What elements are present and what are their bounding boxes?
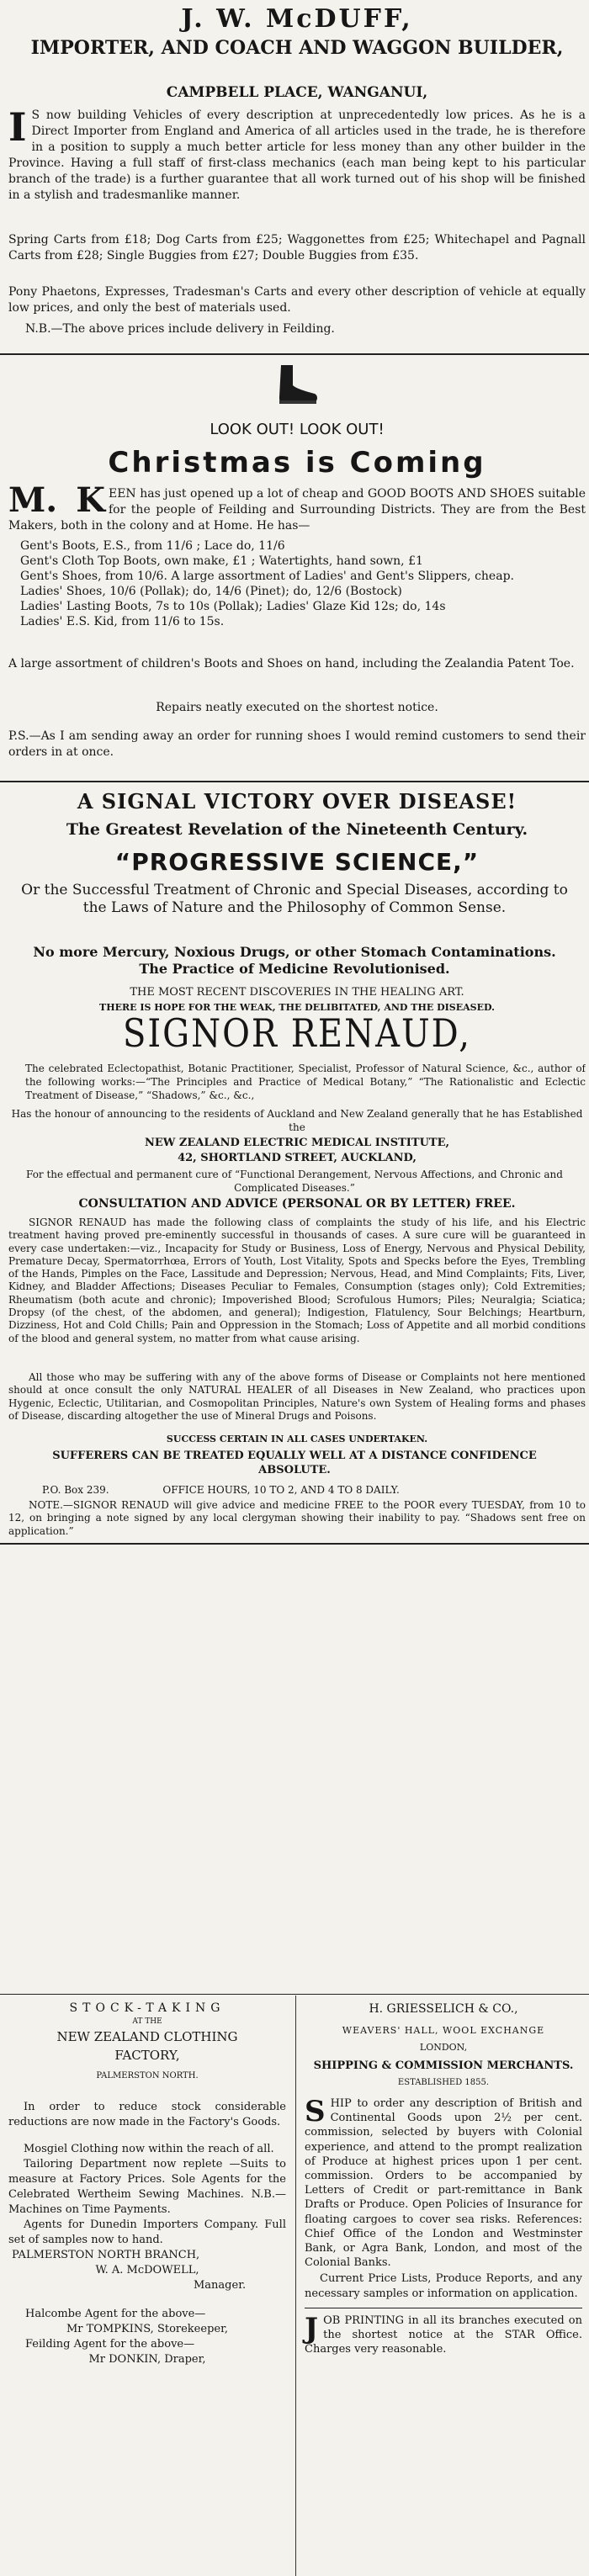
renaud-contact — [8, 1484, 586, 1497]
boots-item: Gent's Cloth Top Boots, own make, £1 ; Watertights, hand sown, £1 — [20, 554, 423, 568]
renaud-consultation: CONSULTATION AND ADVICE (PERSONAL OR BY LETTER) FREE. — [78, 1197, 516, 1211]
renaud-headline: A SIGNAL VICTORY OVER DISEASE! — [77, 789, 517, 814]
renaud-body: SIGNOR RENAUD has made the following class of complaints the study of his life, and his Electric treatment having proved pre-eminently successful in thousands of cases. A sure cure will be guaranteed in every case undertaken:—viz., Incapacity for Study or Business, Loss of Energy, Nervous and Physical Debility, Premature Decay, Spermatorrhœa, Errors of Youth, Lost Vitality, Spots and Specks before the Eyes, Trembling of the Hands, Pimples on the Face, Lassitude and Depression; Nervous, Head, and Mind Complaints; Fits, Liver, Kidney, and Bladder Affections; Diseases Peculiar to Females, Consumption (stages only); Cold Extremities; Rheumatism (both acute and chronic); Impoverished Blood; Scrofulous Humors; Piles; Neuralgia; Sciatica; Dropsy (of the chest, of the abdomen, and general); Indigestion, Flatulency, Sour Belchings; Heartburn, Dizziness, Hot and Cold Chills; Pain and Oppression in the Stomach; Loss of Appetite and all morbid conditions of the blood and general system, no matter from what cause arising. — [8, 1216, 586, 1344]
clothing-ad — [8, 2001, 286, 2367]
renaud-note: NOTE.—SIGNOR RENAUD will give advice and medicine FREE to the POOR every TUESDAY, from 10 to 12, on bringing a note signed by any local clergyman showing their inability to pay. “Shadows sent free on application.” — [8, 1499, 586, 1537]
renaud-no-mercury: No more Mercury, Noxious Drugs, or other Stomach Contaminations. The Practice of Medicine Revolutionised. — [33, 944, 556, 977]
renaud-sub2: Or the Successful Treatment of Chronic and Special Diseases, according to the Laws of Nature and the Philosophy of Common Sense. — [21, 882, 568, 916]
clothing-stock: STOCK-TAKING — [69, 2001, 226, 2015]
boots-intro-text: EEN has just opened up a lot of cheap and GOOD BOOTS AND SHOES suitable for the people of Feilding and Surrounding Districts. They are from the Best Makers, both in the colony and at Home. He has— — [8, 487, 586, 533]
mcduff-prices: Spring Carts from £18; Dog Carts from £25; Waggonettes from £25; Whitechapel and Pagnall Carts from £28; Single Buggies from £27; Double Buggies from £35. — [8, 233, 586, 262]
mcduff-dropcap: I — [8, 108, 27, 150]
clothing-halcombe: Halcombe Agent for the above— — [25, 2308, 206, 2320]
renaud-title: “PROGRESSIVE SCIENCE,” — [114, 848, 480, 876]
boots-items — [20, 538, 586, 629]
renaud-honour: Has the honour of announcing to the residents of Auckland and New Zealand generally that he has Established the — [11, 1108, 583, 1133]
boots-intro — [8, 486, 586, 534]
griesselich-city: LONDON, — [419, 2042, 468, 2053]
griesselich-established: ESTABLISHED 1855. — [397, 2078, 490, 2087]
boots-item: Ladies' Lasting Boots, 7s to 10s (Pollak); Ladies' Glaze Kid 12s; do, 14s — [20, 600, 446, 613]
griesselich-name: H. GRIESSELICH & CO., — [369, 2002, 518, 2016]
griesselich-body-text: HIP to order any description of British and Continental Goods upon 2½ per cent. commission, selected by buyers with Colonial experience, and attend to the prompt realization of Produce at highest prices upon 1 per cent. commission. Orders to be accompanied by Letters of Credit or part-remittance in Bank Drafts or Produce. Open Policies of Insurance for floating cargoes to cover sea risks. References: Chief Office of the London and Westminster Bank, or Agra Bank, London, and most of the Colonial Banks. — [305, 2097, 582, 2270]
mcduff-nb: N.B.—The above prices include delivery in Feilding. — [25, 322, 335, 336]
divider-3 — [0, 1543, 589, 1545]
clothing-donkin: Mr DONKIN, Draper, — [88, 2353, 206, 2366]
clothing-manager-title: Manager. — [194, 2279, 247, 2292]
clothing-mosgiel: Mosgiel Clothing now within the reach of all. — [24, 2143, 274, 2155]
printing-body: OB PRINTING in all its branches executed on the shortest notice at the STAR Office. Charges very reasonable. — [305, 2314, 582, 2356]
renaud-hours: OFFICE HOURS, 10 TO 2, AND 4 TO 8 DAILY. — [162, 1484, 400, 1496]
griesselich-current: Current Price Lists, Produce Reports, and any necessary samples or information on application. — [305, 2272, 582, 2300]
divider-1 — [0, 353, 589, 355]
clothing-branch: PALMERSTON NORTH BRANCH, — [12, 2249, 200, 2261]
renaud-sub1: The Greatest Revelation of the Nineteenth Century. — [66, 820, 528, 839]
renaud-po-box: P.O. Box 239. — [42, 1484, 109, 1496]
boots-repairs: Repairs neatly executed on the shortest notice. — [156, 701, 438, 714]
initial-m: M. — [8, 486, 58, 520]
boots-ps: P.S.—As I am sending away an order for running shoes I would remind customers to send their orders in at once. — [8, 729, 586, 759]
boots-item: Ladies' E.S. Kid, from 11/6 to 15s. — [20, 615, 225, 628]
clothing-feilding: Feilding Agent for the above— — [25, 2338, 195, 2351]
renaud-institute: NEW ZEALAND ELECTRIC MEDICAL INSTITUTE, — [144, 1137, 450, 1149]
mcduff-body — [8, 108, 586, 227]
clothing-place: PALMERSTON NORTH. — [96, 2071, 199, 2080]
griesselich-ad — [305, 2001, 582, 2356]
boots-lookout: LOOK OUT! LOOK OUT! — [210, 421, 385, 438]
clothing-company: NEW ZEALAND CLOTHING FACTORY, — [56, 2029, 238, 2063]
renaud-hope: THERE IS HOPE FOR THE WEAK, THE DELIBITATED, AND THE DISEASED. — [99, 1002, 495, 1013]
mcduff-body-text: S now building Vehicles of every description at unprecedentedly low prices. As he is a Direct Importer from England and America of all articles used in the trade, he is therefore in a position to supply a much better article for less money than any other builder in the Province. Having a full staff of first-class mechanics (each man being kept to his particular branch of the trade) is a further guarantee that all work turned out of his shop will be finished in a stylish and tradesmanlike manner. — [8, 109, 586, 202]
renaud-sufferers: SUFFERERS CAN BE TREATED EQUALLY WELL AT A DISTANCE CONFIDENCE ABSOLUTE. — [52, 1450, 537, 1476]
clothing-tailoring: Tailoring Department now replete —Suits to measure at Factory Prices. Sole Agents for the Celebrated Wertheim Sewing Machines. N.B.— Machines on Time Payments. — [8, 2158, 286, 2216]
clothing-order: In order to reduce stock considerable reductions are now made in the Factory's Goods. — [8, 2101, 286, 2128]
boots-children: A large assortment of children's Boots and Shoes on hand, including the Zealandia Patent Toe. — [8, 657, 575, 671]
renaud-effectual: For the effectual and permanent cure of “Functional Derangement, Nervous Affections, and Chronic and Complicated Diseases.” — [26, 1169, 563, 1194]
divider-4 — [0, 1994, 589, 1995]
griesselich-hall: WEAVERS' HALL, WOOL EXCHANGE — [342, 2025, 545, 2036]
renaud-street: 42, SHORTLAND STREET, AUCKLAND, — [178, 1152, 417, 1164]
divider-2 — [0, 781, 589, 782]
boots-item: Gent's Shoes, from 10/6. A large assortment of Ladies' and Gent's Slippers, cheap. — [20, 570, 514, 583]
renaud-discoveries: THE MOST RECENT DISCOVERIES IN THE HEALING ART. — [130, 986, 464, 999]
boots-item: Ladies' Shoes, 10/6 (Pollak); do, 14/6 (Pinet); do, 12/6 (Bostock) — [20, 585, 402, 598]
mcduff-address: CAMPBELL PLACE, WANGANUI, — [166, 84, 428, 101]
clothing-agents: Agents for Dunedin Importers Company. Full set of samples now to hand. — [8, 2218, 286, 2246]
clothing-at-the: AT THE — [132, 2017, 162, 2026]
mcduff-name: J. W. McDUFF, — [181, 5, 413, 34]
boots-item: Gent's Boots, E.S., from 11/6 ; Lace do, 11/6 — [20, 539, 285, 553]
griesselich-dropcap: S — [305, 2095, 326, 2128]
griesselich-body — [305, 2096, 582, 2270]
mcduff-pony: Pony Phaetons, Expresses, Tradesman's Carts and every other description of vehicle at equally low prices, and only the best of materials used. — [8, 285, 586, 315]
griesselich-trade: SHIPPING & COMMISSION MERCHANTS. — [313, 2059, 574, 2072]
renaud-desc: The celebrated Eclectopathist, Botanic Practitioner, Specialist, Professor of Natural Science, &c., author of the following works:—“The Principles and Practice of Medical Botany,” “The Rationalistic and Eclectic Treatment of Disease,” “Shadows,” &c., &c., — [25, 1063, 586, 1101]
mcduff-trade: IMPORTER, AND COACH AND WAGGON BUILDER, — [30, 37, 564, 59]
initial-k: K — [76, 486, 105, 520]
renaud-success: SUCCESS CERTAIN IN ALL CASES UNDERTAKEN. — [166, 1434, 428, 1444]
clothing-manager-name: W. A. McDOWELL, — [95, 2264, 199, 2277]
clothing-tompkins: Mr TOMPKINS, Storekeeper, — [66, 2323, 229, 2335]
renaud-name: SIGNOR RENAUD, — [122, 1011, 472, 1057]
column-divider — [295, 1996, 296, 2576]
renaud-all-those: All those who may be suffering with any of the above forms of Disease or Complaints not here mentioned should at once consult the only NATURAL HEALER of all Diseases in New Zealand, who practices upon Hygenic, Eclectic, Utilitarian, and Cosmopolitan Principles, Nature's own System of Healing forms and phases of Disease, discarding altogether the use of Mineral Drugs and Poisons. — [8, 1371, 586, 1422]
boot-icon — [274, 363, 320, 405]
boots-headline: Christmas is Coming — [108, 446, 486, 480]
printing-ad — [305, 2311, 582, 2357]
printing-dropcap: J — [305, 2311, 319, 2345]
